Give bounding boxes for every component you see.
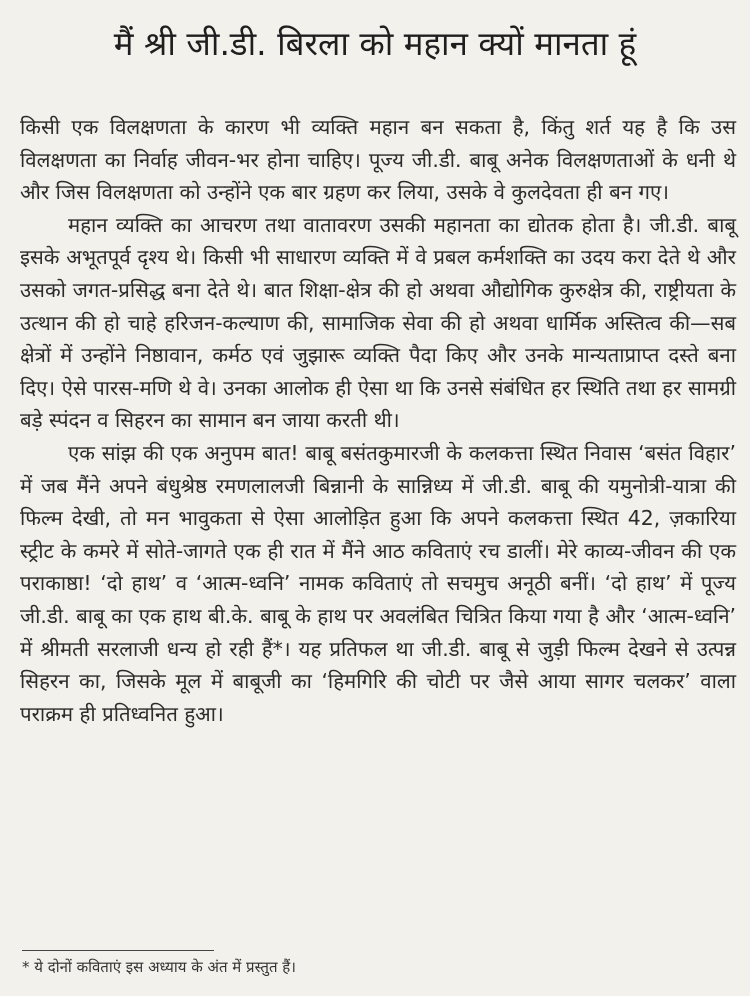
- paragraph-3: एक सांझ की एक अनुपम बात! बाबू बसंतकुमारजी के कलकत्ता स्थित निवास ‘बसंत विहार’ में जब मैंने अपने बंधुश्रेष्ठ रमणलालजी बिन्नानी के सान्निध्य में जी.डी. बाबू की यमुनोत्री-यात्रा की फिल्म देखी, तो मन भावुकता से ऐसा आलोड़ित हुआ कि अपने कलकत्ता स्थित 42, ज़कारिया स्ट्रीट के कमरे में सोते-जागते एक ही रात में मैंने आठ कविताएं रच डालीं। मेरे काव्य-जीवन की एक पराकाष्ठा! ‘दो हाथ’ व ‘आत्म-ध्वनि’ नामक कविताएं तो सचमुच अनूठी बनीं। ‘दो हाथ’ में पूज्य जी.डी. बाबू का एक हाथ बी.के. बाबू के हाथ पर अवलंबित चित्रित किया गया है और ‘आत्म-ध्वनि’ में श्रीमती सरलाजी धन्य हो रही हैं*। यह प्रतिफल था जी.डी. बाबू से जुड़ी फिल्म देखने से उत्पन्न सिहरन का, जिसके मूल में बाबूजी का ‘हिमगिरि की चोटी पर जैसे आया सागर चलकर’ वाला पराक्रम ही प्रतिध्वनित हुआ।: [20, 440, 736, 726]
- chapter-title: मैं श्री जी.डी. बिरला को महान क्यों मानता हूं: [113, 24, 637, 63]
- body-text: [20, 111, 736, 730]
- footnote-divider: [22, 950, 214, 951]
- paragraph-2: महान व्यक्ति का आचरण तथा वातावरण उसकी महानता का द्योतक होता है। जी.डी. बाबू इसके अभूतपूर्व दृश्य थे। किसी भी साधारण व्यक्ति में वे प्रबल कर्मशक्ति का उदय करा देते थे और उसको जगत-प्रसिद्ध बना देते थे। बात शिक्षा-क्षेत्र की हो अथवा औद्योगिक कुरुक्षेत्र की, राष्ट्रीयता के उत्थान की हो चाहे हरिजन-कल्याण की, सामाजिक सेवा की हो अथवा धार्मिक अस्तित्व की—सब क्षेत्रों में उन्होंने निष्ठावान, कर्मठ एवं जुझारू व्यक्ति पैदा किए और उनके मान्यताप्राप्त दस्ते बना दिए। ऐसे पारस-मणि थे वे। उनका आलोक ही ऐसा था कि उनसे संबंधित हर स्थिति तथा हर सामग्री बड़े स्पंदन व सिहरन का सामान बन जाया करती थी।: [20, 212, 736, 433]
- paragraph-1: किसी एक विलक्षणता के कारण भी व्यक्ति महान बन सकता है, किंतु शर्त यह है कि उस विलक्षणता का निर्वाह जीवन-भर होना चाहिए। पूज्य जी.डी. बाबू अनेक विलक्षणताओं के धनी थे और जिस विलक्षणता को उन्होंने एक बार ग्रहण कर लिया, उसके वे कुलदेवता ही बन गए।: [20, 115, 736, 205]
- footnote: * ये दोनों कविताएं इस अध्याय के अंत में प्रस्तुत हैं।: [22, 958, 296, 976]
